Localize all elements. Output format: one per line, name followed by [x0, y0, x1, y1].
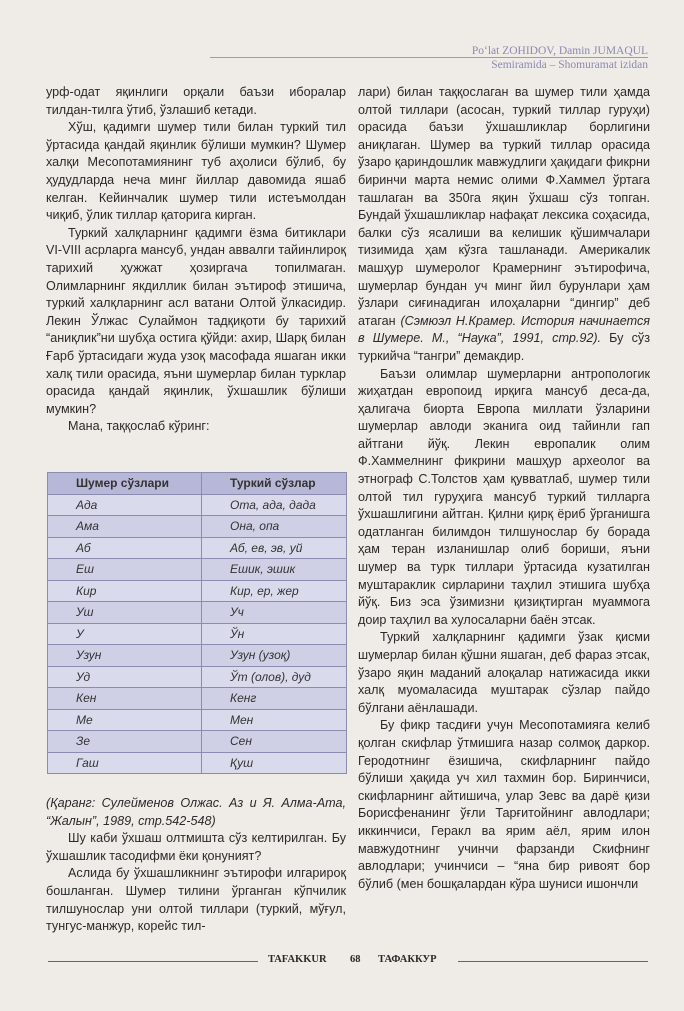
table-row — [48, 752, 347, 774]
turkic-word: Она, опа — [202, 516, 347, 538]
paragraph: Баъзи олимлар шумерларни антропологик жиҳатдан европоид ирқига мансуб деса-да, ҳалигача биорта Европа миллати ўзларини шумерлар авлоди эканига оид тайинли гап айтгани йўқ. Лекин европалик олим Ф.Хаммелнинг фикрини машҳур археолог ва этнограф С.Толстов ҳам қувватлаб, шумер тили олтой тил гуруҳига мансуб туркий тилларга ўхшашлигини айтган. Қилни қирқ ёриб ўрганишга одатланган билимдон тилшунослар бу борада ҳам теран изланишлар олиб бориши, яъни шумер ва турк тиллари ўртасида кузатилган муштараклик сирларини таҳлил этишига шубҳа йўқ. Биз эса ўзимизни қизиқтирган муаммога доир таҳлил ва хулосаларни баён этсак. — [358, 366, 650, 627]
footer-magazine-cyrillic: ТАФАККУР — [378, 954, 437, 965]
turkic-word: Кенг — [202, 688, 347, 710]
table-header-row — [48, 473, 347, 495]
sumerian-word: Гаш — [48, 752, 202, 774]
sumerian-word: Ада — [48, 494, 202, 516]
paragraph: Хўш, қадимги шумер тили билан туркий тил ўртасида қандай яқинлик бўлиши мумкин? Шумер халқи Месопотамиянинг туб аҳолиси бўлиб, бу ҳудудларда неча минг йиллар давомида яшаб келган. Кейинчалик шумер тили истеъмолдан чиқиб, ўлик тиллар қаторига кирган. — [46, 120, 346, 223]
turkic-word: Ота, ада, дада — [202, 494, 347, 516]
word-comparison-table — [47, 472, 347, 774]
paragraph: Туркий халқларнинг қадимги ёзма битиклари VI-VIII асрларга мансуб, ундан аввалги тайинлироқ тарихий ҳужжат ҳозиргача топилмаган. Олимларнинг якдиллик билан эътироф этишича, туркий халқларнинг асл ватани Олтой ўлкасидир. Лекин Ўлжас Сулаймон тадқиқоти бу тарихий “аниқлик”ни шубҳа остига қўйди: ахир, Шарқ билан Ғарб ўртасидаги жуда узоқ масофада яшаган икки халқ тили орасида, яъни шумерлар билан турклар орасида қандай яқинлик, ўхшашлик бўлиши мумкин? — [46, 225, 346, 416]
sumerian-word: Уд — [48, 666, 202, 688]
turkic-word: Ўт (олов), дуд — [202, 666, 347, 688]
sumerian-word: Ама — [48, 516, 202, 538]
paragraph: Бу фикр тасдиғи учун Месопотамияга келиб қолган скифлар ўтмишига назар солмоқ даркор. Геродотнинг ёзишича, скифларнинг пайдо бўлиши ҳақида уч хил тахмин бор. Биринчиси, скифларнинг айтишича, улар Зевс ва дарё қизи Борисфенанинг ўғли Тарғитойнинг авлодлари; иккинчиси, Геракл ва ярим аёл, ярим илон мавжудотнинг учинчи фарзанди Скифнинг авлодлари; учинчиси – “яна бир ривоят бор бўлиб (мен бошқалардан кўра шуниси ишончли — [358, 718, 650, 891]
table-row — [48, 494, 347, 516]
paragraph: Шу каби ўхшаш олтмишта сўз келтирилган. Бу ўхшашлик тасодифми ёки қонуният? — [46, 831, 346, 863]
column-header: Туркий сўзлар — [202, 473, 347, 495]
turkic-word: Ешик, эшик — [202, 559, 347, 581]
left-column-bottom — [46, 795, 346, 936]
table-row — [48, 688, 347, 710]
turkic-word: Уч — [202, 602, 347, 624]
turkic-word: Ўн — [202, 623, 347, 645]
paragraph-text: лари) билан таққослаган ва шумер тили ҳамда олтой тиллари (асосан, туркий тиллар гуруҳи) орасида баъзи ўхшашликлар борлигини аниқлаган. Шумер ва туркий тиллар орасида ўзаро қариндошлик мавжудлиги ҳақидаги фикрни биринчи марта немис олими Ф.Хаммел ўртага ташлаган ва 350га яқин ўхшаш сўз топган. Бундай ўхшашликлар нафақат лексика соҳасида, балки сўз ясалиши ва келишик қўшимчалари тизимида ҳам кўзга ташланади. Америкалик машҳур шумеролог Крамернинг эътирофича, шумерлар бундан уч минг йил бурунлари ҳам ўзлари сиғинадиган илоҳаларни “дингир” деб атаган — [358, 85, 650, 328]
footer-rule-left — [48, 961, 258, 962]
sumerian-word: Узун — [48, 645, 202, 667]
table-row — [48, 623, 347, 645]
paragraph — [358, 84, 650, 366]
turkic-word: Кир, ер, жер — [202, 580, 347, 602]
sumerian-word: Кир — [48, 580, 202, 602]
sumerian-word: Ме — [48, 709, 202, 731]
header-authors: Po‘lat ZOHIDOV, Damin JUMAQUL — [471, 45, 648, 57]
table-row — [48, 645, 347, 667]
table-row — [48, 559, 347, 581]
turkic-word: Мен — [202, 709, 347, 731]
page-number: 68 — [350, 954, 361, 965]
table-row — [48, 537, 347, 559]
sumerian-word: Аб — [48, 537, 202, 559]
turkic-word: Қуш — [202, 752, 347, 774]
turkic-word: Узун (узоқ) — [202, 645, 347, 667]
footer-magazine-latin: TAFAKKUR — [268, 954, 327, 965]
sumerian-word: Еш — [48, 559, 202, 581]
sumerian-word: Кен — [48, 688, 202, 710]
footer-rule-right — [458, 961, 648, 962]
sumerian-word: Уш — [48, 602, 202, 624]
table-row — [48, 580, 347, 602]
paragraph: урф-одат яқинлиги орқали баъзи иборалар тилдан-тилга ўтиб, ўзлашиб кетади. — [46, 85, 346, 117]
citation: (Қаранг: Сулейменов Олжас. Аз и Я. Алма-Ата, “Жалын”, 1989, стр.542-548) — [46, 796, 346, 828]
header-rule — [210, 57, 648, 58]
header-subtitle: Semiramida – Shomuramat izidan — [491, 59, 648, 71]
table-row — [48, 602, 347, 624]
running-header — [472, 44, 648, 72]
paragraph: Аслида бу ўхшашликнинг эътирофи илгарироқ бошланган. Шумер тилини ўрганган кўпчилик тилшунослар уни олтой тиллари (туркий, мўғул, тунгус-манжур, корейс тил- — [46, 866, 346, 934]
column-header: Шумер сўзлари — [48, 473, 202, 495]
paragraph-text: Бу сўз туркийча “тангри” демакдир. — [358, 331, 650, 363]
table-row — [48, 709, 347, 731]
table-row — [48, 666, 347, 688]
paragraph: Туркий халқларнинг қадимги ўзак қисми шумерлар билан қўшни яшаган, деб фараз этсак, ўзаро яқин маданий алоқалар натижасида икки халқ муомаласида муштарак сўзлар пайдо бўлгани аёнлашади. — [358, 630, 650, 715]
left-column — [46, 84, 346, 436]
sumerian-word: У — [48, 623, 202, 645]
turkic-word: Аб, ев, эв, уй — [202, 537, 347, 559]
paragraph: Мана, таққослаб кўринг: — [68, 419, 210, 434]
table-row — [48, 731, 347, 753]
table-row — [48, 516, 347, 538]
citation: (Сэмюэл Н.Крамер. История начинается в Шумере. М., “Наука”, 1991, стр.92). — [358, 313, 650, 346]
right-column — [358, 84, 650, 893]
turkic-word: Сен — [202, 731, 347, 753]
sumerian-word: Зе — [48, 731, 202, 753]
